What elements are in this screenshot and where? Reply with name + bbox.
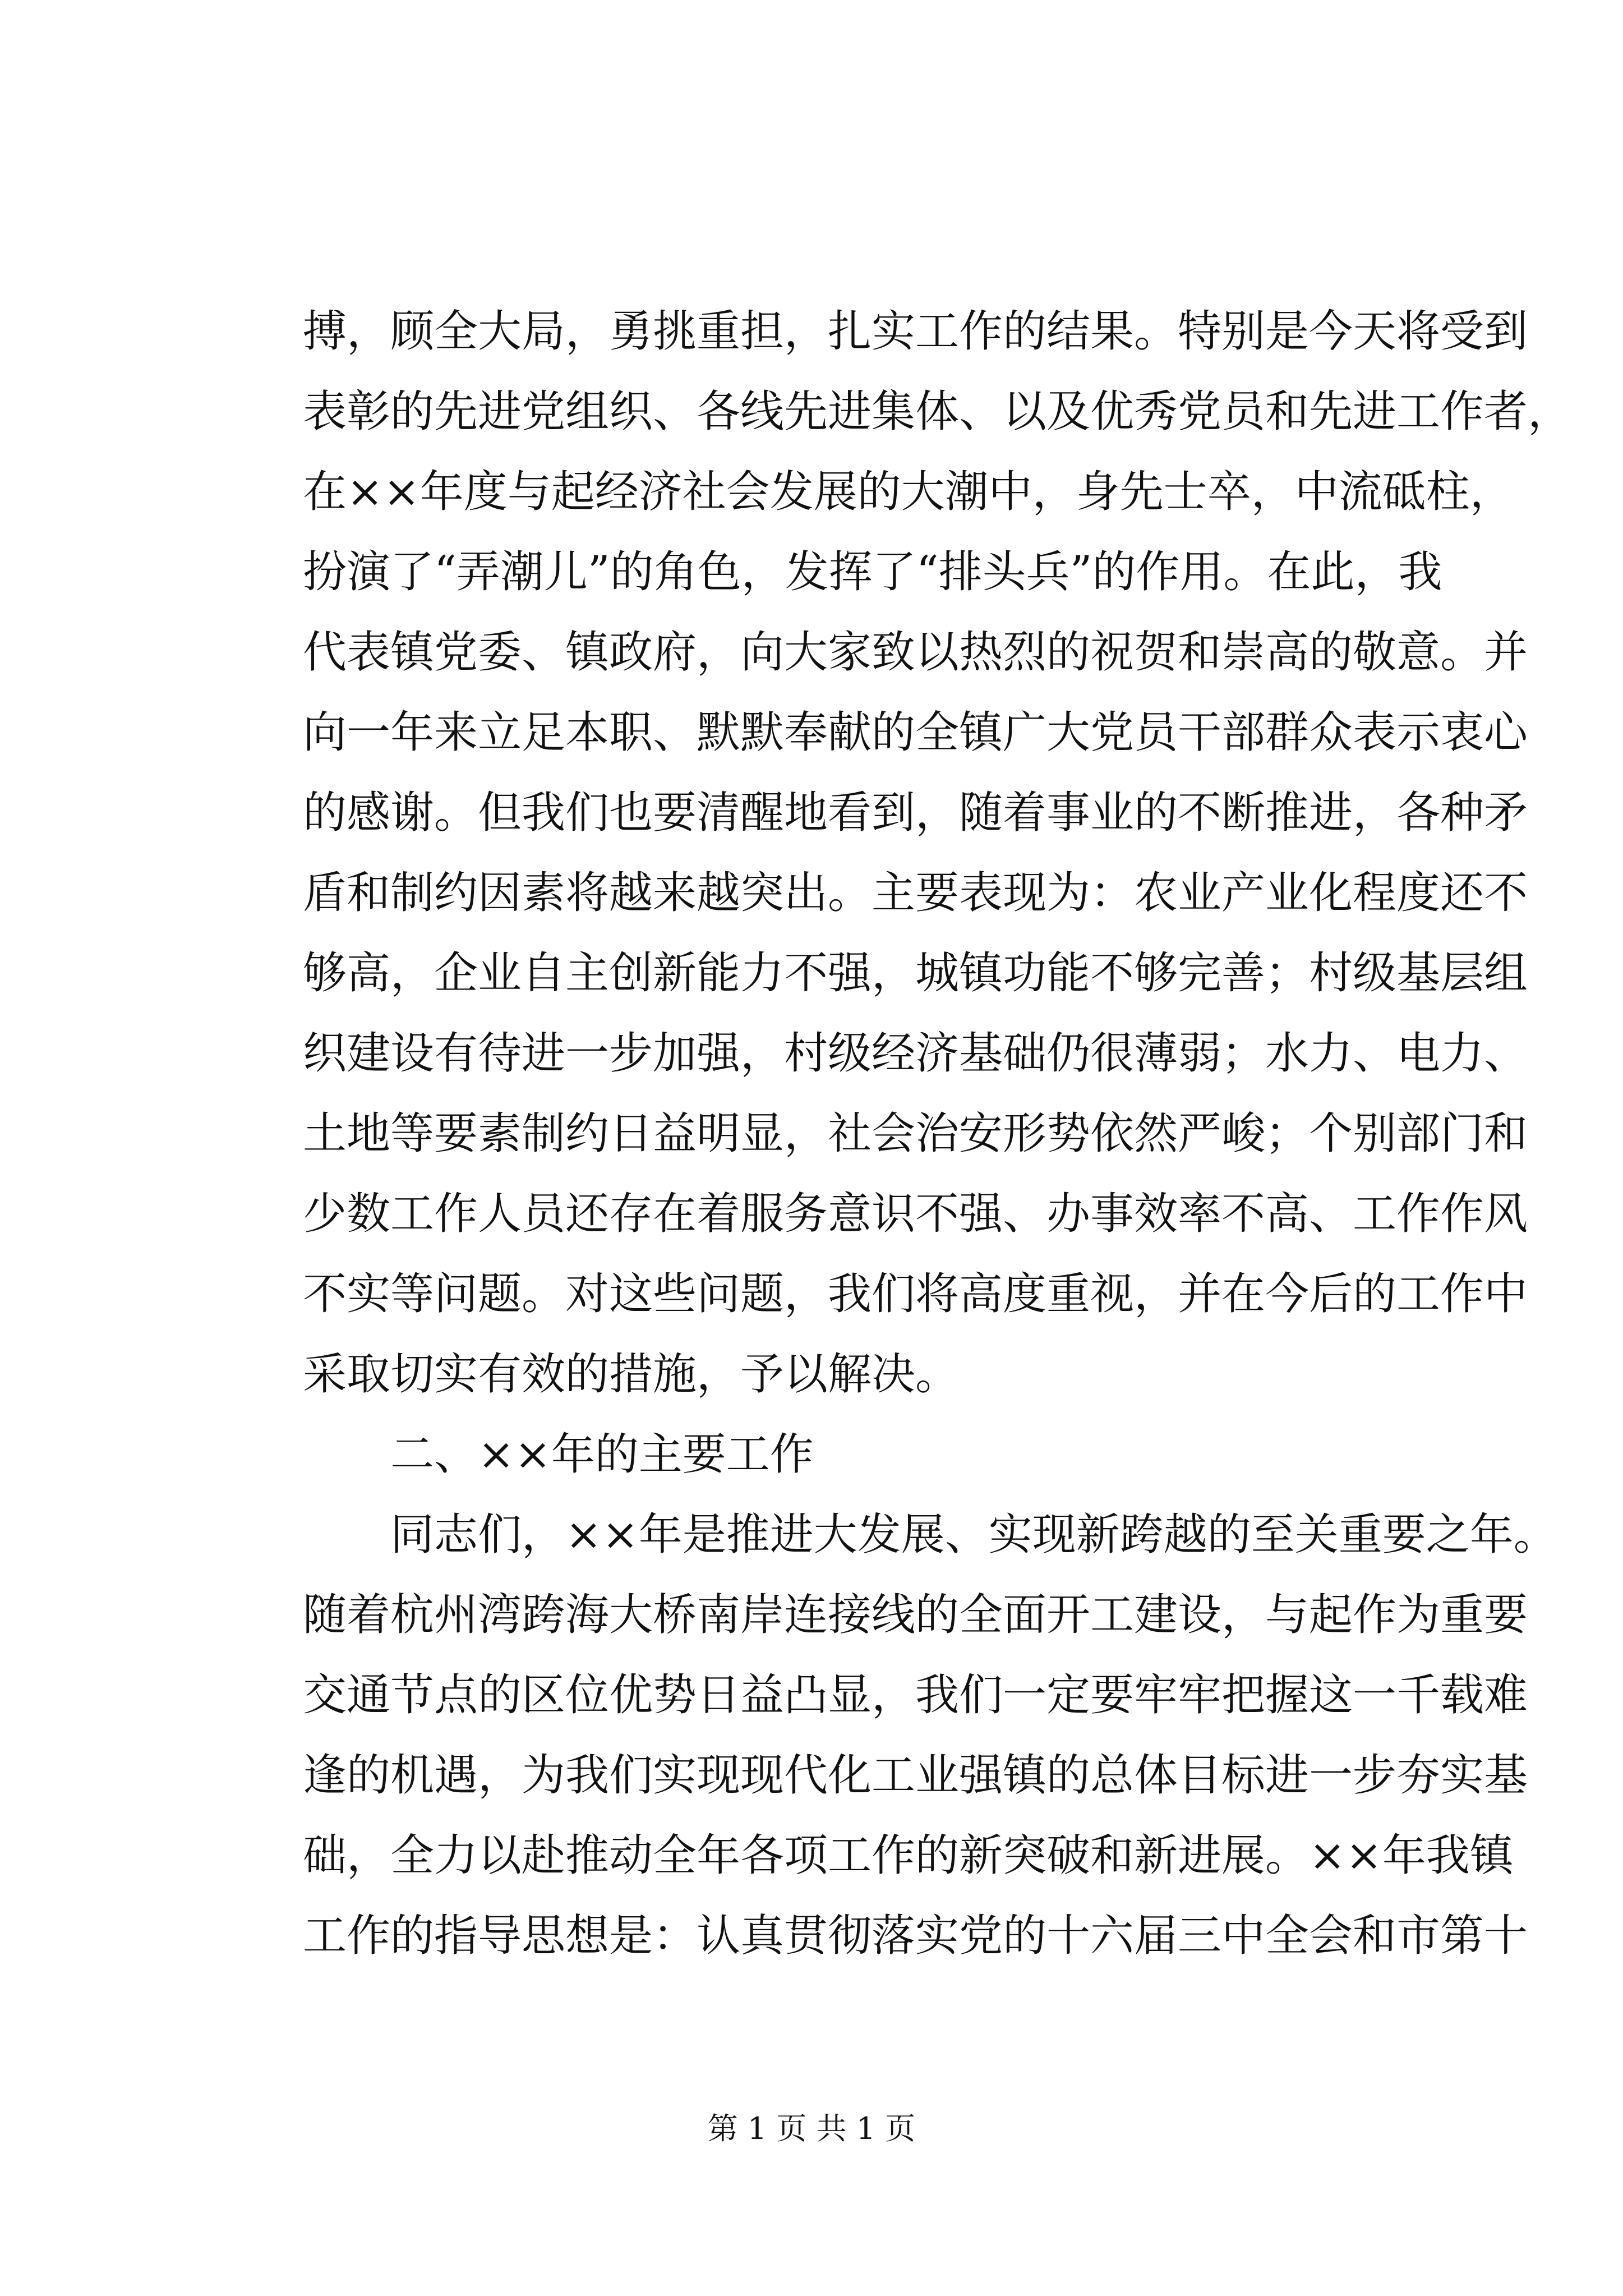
text-line: 同志们，××年是推进大发展、实现新跨越的至关重要之年。 — [390, 1510, 1557, 1560]
text-line: 土地等要素制约日益明显，社会治安形势依然严峻；个别部门和 — [303, 1108, 1528, 1159]
text-line: 代表镇党委、镇政府，向大家致以热烈的祝贺和崇高的敬意。并 — [303, 627, 1528, 678]
text-line: 随着杭州湾跨海大桥南岸连接线的全面开工建设，与起作为重要 — [303, 1590, 1528, 1640]
text-line: 盾和制约因素将越来越突出。主要表现为：农业产业化程度还不 — [303, 868, 1528, 918]
text-line: 的感谢。但我们也要清醒地看到，随着事业的不断推进，各种矛 — [303, 788, 1528, 838]
text-line: 少数工作人员还存在着服务意识不强、办事效率不高、工作作风 — [303, 1189, 1528, 1239]
text-line: 扮演了“弄潮儿”的角色，发挥了“排头兵”的作用。在此，我 — [303, 547, 1442, 597]
text-line: 采取切实有效的措施，予以解决。 — [303, 1349, 960, 1400]
text-line: 织建设有待进一步加强，村级经济基础仍很薄弱；水力、电力、 — [303, 1028, 1528, 1079]
page-number-label: 第 1 页 共 1 页 — [707, 2111, 916, 2146]
text-line: 逢的机遇，为我们实现现代化工业强镇的总体目标进一步夯实基 — [303, 1750, 1528, 1801]
text-line: 向一年来立足本职、默默奉献的全镇广大党员干部群众表示衷心 — [303, 707, 1528, 758]
text-line: 够高，企业自主创新能力不强，城镇功能不够完善；村级基层组 — [303, 948, 1528, 999]
text-line: 搏，顾全大局，勇挑重担，扎实工作的结果。特别是今天将受到 — [303, 306, 1528, 357]
text-line: 础，全力以赴推动全年各项工作的新突破和新进展。××年我镇 — [303, 1830, 1514, 1881]
text-line: 表彰的先进党组织、各线先进集体、以及优秀党员和先进工作者， — [303, 386, 1572, 437]
page-footer — [0, 2109, 1623, 2148]
body-text — [303, 292, 1572, 1976]
text-line: 交通节点的区位优势日益凸显，我们一定要牢牢把握这一千载难 — [303, 1670, 1528, 1720]
section-heading: 二、××年的主要工作 — [390, 1429, 814, 1480]
text-line: 不实等问题。对这些问题，我们将高度重视，并在今后的工作中 — [303, 1269, 1528, 1319]
text-line: 工作的指导思想是：认真贯彻落实党的十六届三中全会和市第十 — [303, 1911, 1528, 1961]
text-line: 在××年度与起经济社会发展的大潮中，身先士卒，中流砥柱， — [303, 467, 1514, 517]
